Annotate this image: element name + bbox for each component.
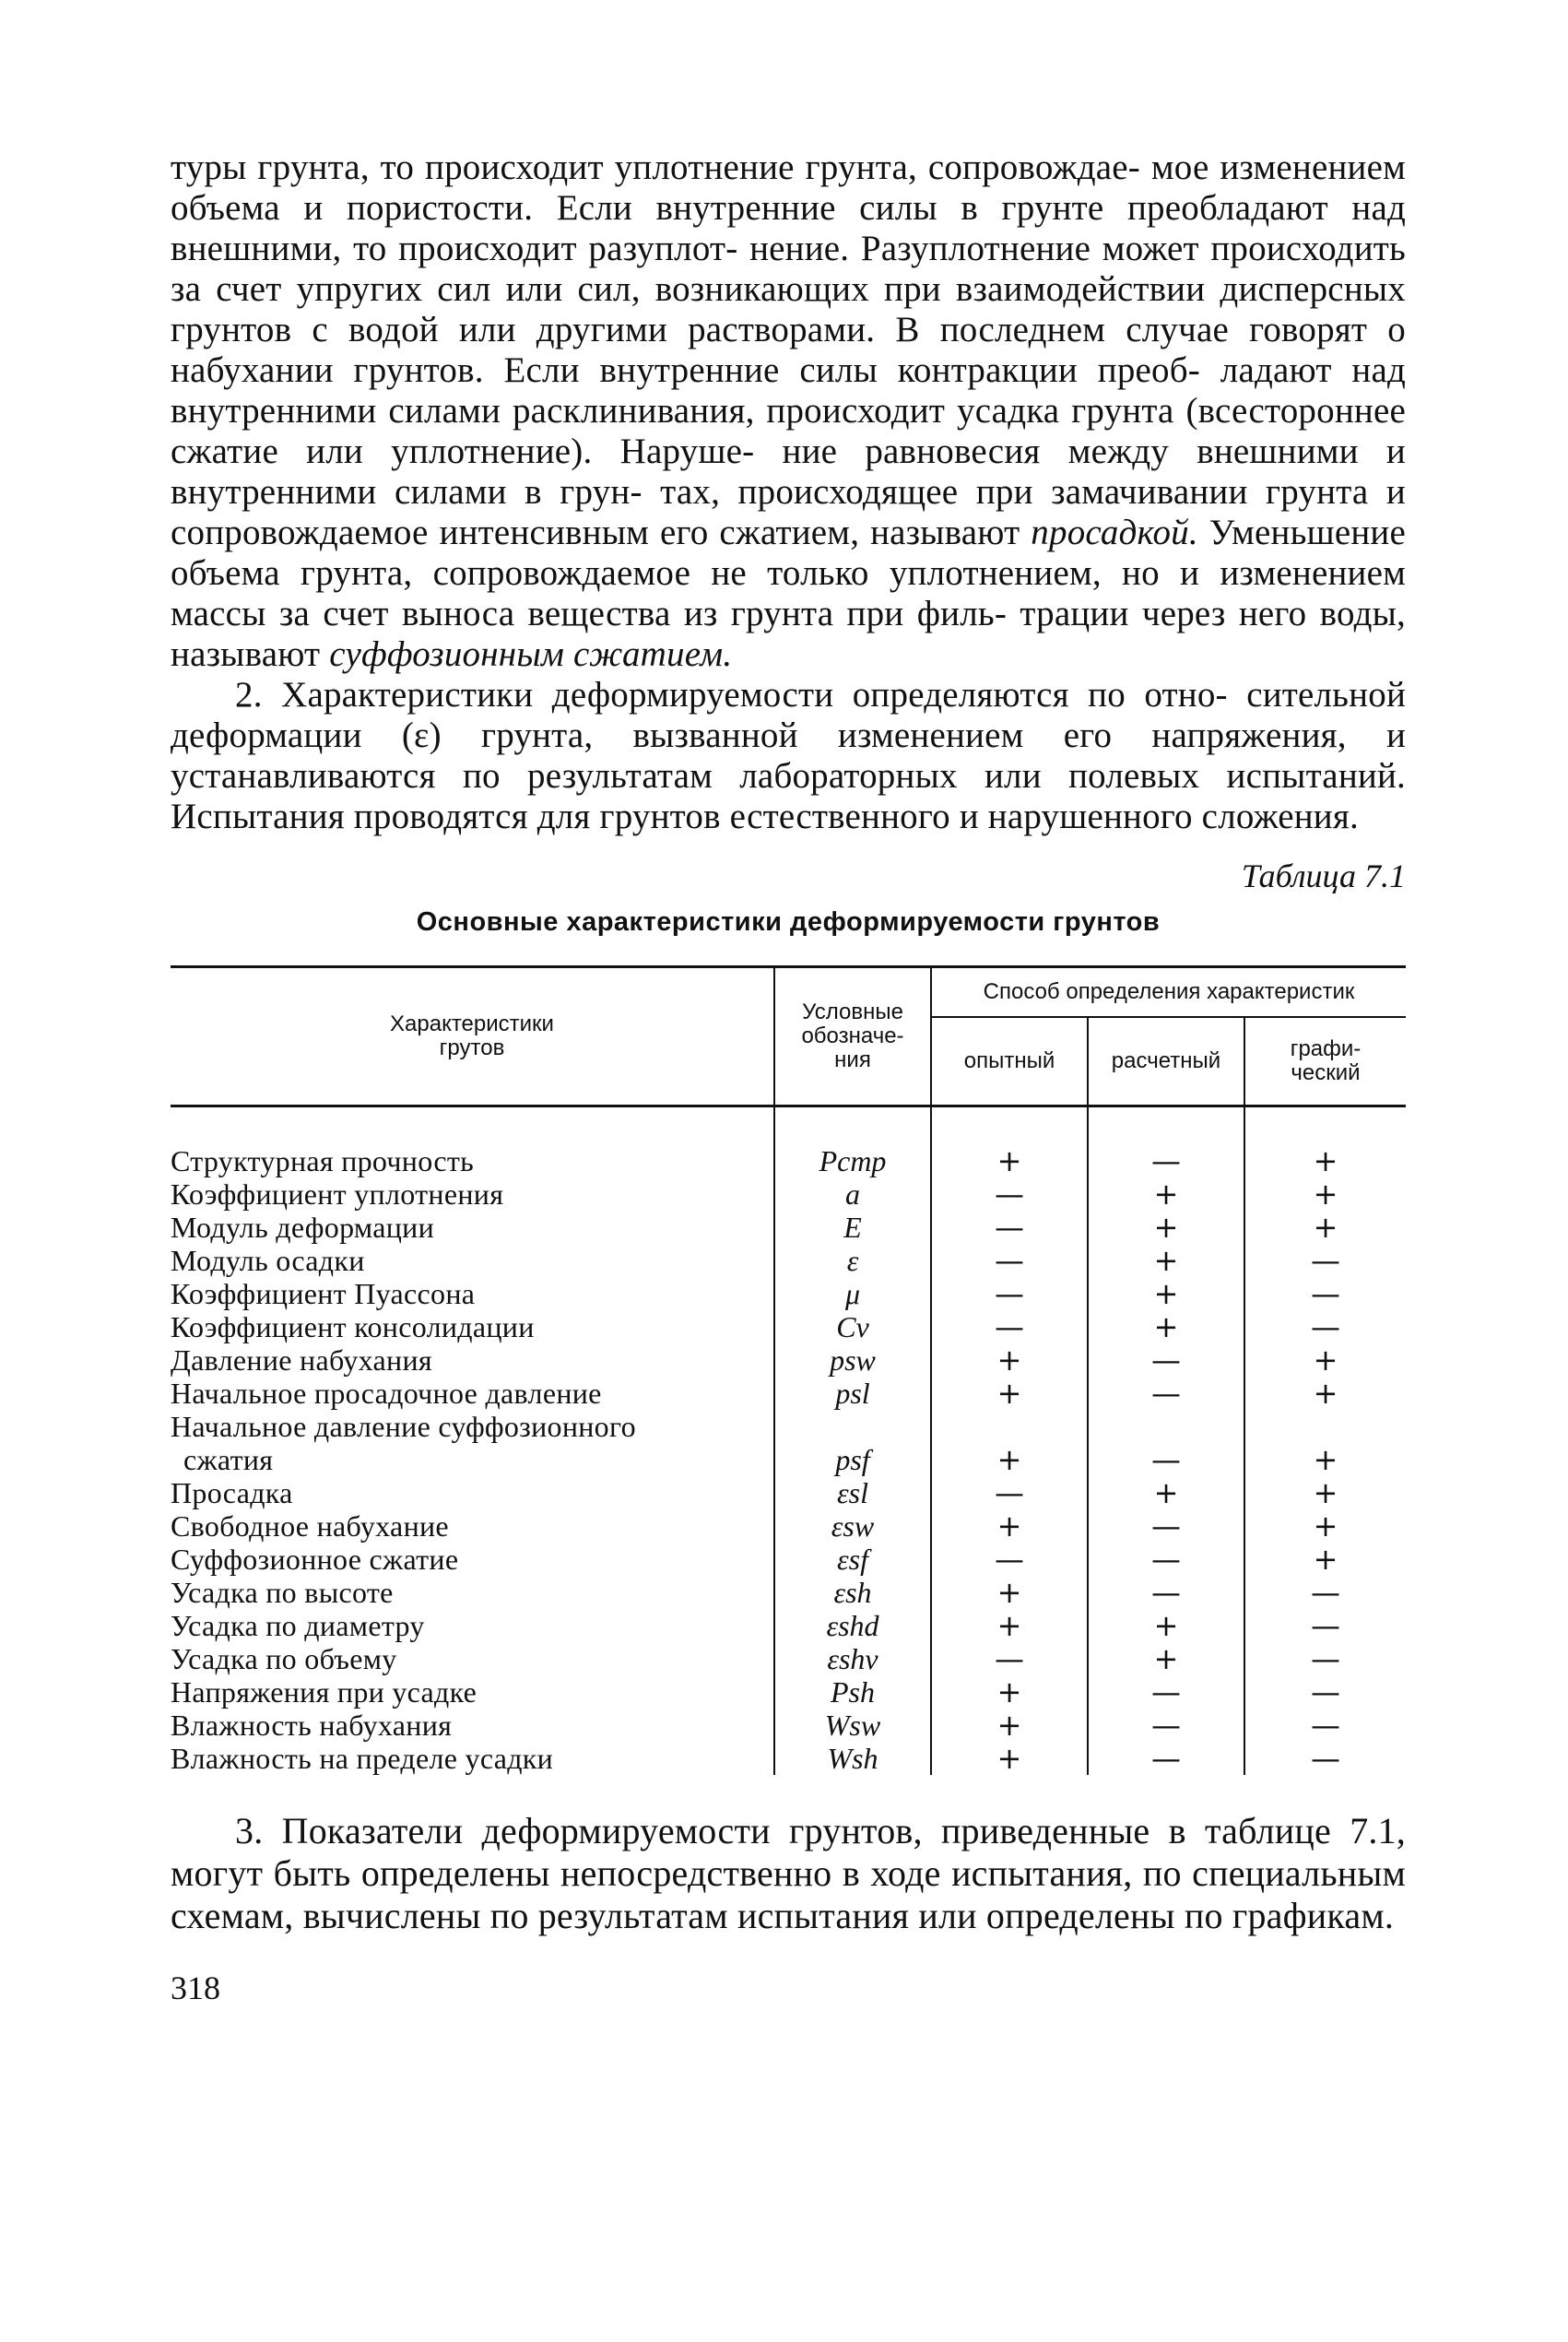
- cell-calculated: —: [1088, 1576, 1244, 1609]
- intro-line: туры грунта, то происходит уплотнение грунта, сопровождае-: [171, 148, 1140, 187]
- intro-line: нение. Разуплотнение может происходить за счет упругих сил: [171, 229, 1407, 309]
- cell-graphic: +: [1244, 1343, 1406, 1377]
- cell-calculated: +: [1088, 1244, 1244, 1277]
- cell-graphic: +: [1244, 1377, 1406, 1410]
- characteristic-name: Давление набухания: [171, 1343, 432, 1377]
- cell-experimental: —: [931, 1177, 1088, 1211]
- para3-line: в таблице 7.1, могут быть определены непосредственно в ходе: [171, 1810, 1407, 1894]
- cell-experimental: —: [931, 1310, 1088, 1343]
- page-number: 318: [171, 1969, 220, 2006]
- intro-line: интенсивным его сжатием, называют: [439, 513, 1032, 552]
- cell-characteristic: [171, 1177, 774, 1211]
- cell-symbol: Wsh: [774, 1742, 931, 1775]
- cell-graphic: —: [1244, 1609, 1406, 1642]
- cell-calculated: +: [1088, 1642, 1244, 1675]
- cell-calculated: —: [1088, 1509, 1244, 1543]
- header-characteristics: Характеристики грутов: [171, 967, 774, 1106]
- para2-line: 2. Характеристики деформируемости определяются по отно-: [235, 675, 1228, 715]
- intro-paragraph: [171, 148, 1406, 675]
- characteristic-name: Усадка по объему: [171, 1642, 397, 1675]
- cell-experimental: +: [931, 1410, 1088, 1476]
- cell-calculated: —: [1088, 1742, 1244, 1775]
- characteristic-name: Напряжения при усадке: [171, 1675, 477, 1709]
- cell-characteristic: [171, 1576, 774, 1609]
- cell-calculated: +: [1088, 1609, 1244, 1642]
- cell-experimental: +: [931, 1106, 1088, 1178]
- cell-characteristic: [171, 1509, 774, 1543]
- characteristic-name: сжатия: [183, 1443, 274, 1476]
- characteristic-name: Начальное давление суффозионного: [171, 1410, 636, 1443]
- cell-calculated: —: [1088, 1106, 1244, 1178]
- cell-symbol: E: [774, 1211, 931, 1244]
- cell-characteristic: [171, 1410, 774, 1476]
- intro-line: Уменьшение: [1197, 513, 1407, 552]
- table-label: Таблица 7.1: [1241, 858, 1406, 894]
- table-row: [171, 1576, 1406, 1609]
- cell-symbol: ε: [774, 1244, 931, 1277]
- intro-line: усадка грунта (всестороннее сжатие или уплотнение). Наруше-: [171, 391, 1406, 471]
- cell-characteristic: [171, 1742, 774, 1775]
- cell-experimental: +: [931, 1377, 1088, 1410]
- cell-calculated: —: [1088, 1675, 1244, 1709]
- cell-experimental: —: [931, 1244, 1088, 1277]
- characteristic-name: Начальное просадочное давление: [171, 1377, 602, 1410]
- table-row: [171, 1310, 1406, 1343]
- book-page: [171, 148, 1406, 2007]
- header-experimental: опытный: [931, 1017, 1088, 1106]
- paragraph-2: [171, 675, 1406, 837]
- characteristic-name: Влажность на пределе усадки: [171, 1742, 554, 1775]
- header-graphic: графи- ческий: [1244, 1017, 1406, 1106]
- cell-graphic: +: [1244, 1211, 1406, 1244]
- para3-line: испытания или определены по графикам.: [737, 1895, 1395, 1936]
- characteristic-name: Суффозионное сжатие: [171, 1543, 459, 1576]
- intro-line: с водой или другими растворами. В последнем случае говорят: [312, 310, 1368, 349]
- characteristic-name: Коэффициент уплотнения: [171, 1177, 504, 1211]
- cell-symbol: εsf: [774, 1543, 931, 1576]
- deformability-table: [171, 965, 1406, 1775]
- cell-symbol: Psh: [774, 1675, 931, 1709]
- cell-characteristic: [171, 1675, 774, 1709]
- characteristic-name: Влажность набухания: [171, 1709, 453, 1742]
- cell-symbol: psl: [774, 1377, 931, 1410]
- intro-line: мое изменением объема и пористости. Если внутренние силы: [171, 148, 1406, 228]
- table-row: [171, 1709, 1406, 1742]
- para2-line: естественного и нарушенного сложения.: [729, 797, 1359, 836]
- table-row: [171, 1742, 1406, 1775]
- cell-characteristic: [171, 1377, 774, 1410]
- cell-characteristic: [171, 1211, 774, 1244]
- para2-line: или полевых испытаний. Испытания проводятся для грунтов: [171, 756, 1406, 836]
- cell-symbol: εshd: [774, 1609, 931, 1642]
- para2-line: сительной деформации (ε) грунта, вызванной изменением его: [171, 675, 1407, 755]
- table-row: [171, 1343, 1406, 1377]
- table-row: [171, 1244, 1406, 1277]
- table-row: [171, 1509, 1406, 1543]
- cell-characteristic: [171, 1709, 774, 1742]
- para3-line: 3. Показатели деформируемости грунтов, приведенные: [235, 1810, 1150, 1851]
- table-row: [171, 1377, 1406, 1410]
- intro-line: ладают над внутренними силами расклинивания, происходит: [171, 350, 1406, 431]
- cell-graphic: +: [1244, 1410, 1406, 1476]
- cell-calculated: —: [1088, 1343, 1244, 1377]
- cell-characteristic: [171, 1343, 774, 1377]
- cell-symbol: a: [774, 1177, 931, 1211]
- intro-line: трации через него воды, называют: [171, 594, 1406, 674]
- cell-graphic: +: [1244, 1177, 1406, 1211]
- cell-symbol: εsw: [774, 1509, 931, 1543]
- cell-graphic: —: [1244, 1310, 1406, 1343]
- term-suffosion: суффозионным сжатием.: [329, 634, 733, 674]
- cell-calculated: +: [1088, 1310, 1244, 1343]
- intro-line: изменением массы за счет выноса вещества из грунта при филь-: [171, 553, 1406, 633]
- header-symbol: Условные обозначе- ния: [774, 967, 931, 1106]
- intro-line: объема грунта, сопровождаемое не только уплотнением, но и: [171, 553, 1200, 593]
- cell-characteristic: [171, 1244, 774, 1277]
- cell-calculated: —: [1088, 1410, 1244, 1476]
- characteristic-name: Коэффициент Пуассона: [171, 1277, 476, 1310]
- characteristic-name: Свободное набухание: [171, 1509, 449, 1543]
- cell-characteristic: [171, 1476, 774, 1509]
- table-row: [171, 1106, 1406, 1178]
- cell-characteristic: [171, 1609, 774, 1642]
- cell-graphic: —: [1244, 1709, 1406, 1742]
- cell-experimental: —: [931, 1277, 1088, 1310]
- table-row: [171, 1476, 1406, 1509]
- cell-experimental: +: [931, 1343, 1088, 1377]
- header-methods-group: Способ определения характеристик: [931, 967, 1406, 1018]
- cell-experimental: —: [931, 1476, 1088, 1509]
- table-row: [171, 1277, 1406, 1310]
- cell-experimental: +: [931, 1576, 1088, 1609]
- intro-line: тах, происходящее при замачивании грунта и сопровождаемое: [171, 472, 1407, 552]
- cell-symbol: εsl: [774, 1476, 931, 1509]
- cell-experimental: +: [931, 1509, 1088, 1543]
- cell-calculated: —: [1088, 1377, 1244, 1410]
- characteristic-name: Модуль осадки: [171, 1244, 365, 1277]
- cell-graphic: —: [1244, 1576, 1406, 1609]
- cell-experimental: +: [931, 1742, 1088, 1775]
- cell-experimental: +: [931, 1675, 1088, 1709]
- intro-line: или сил, возникающих при взаимодействии дисперсных грунтов: [171, 269, 1406, 349]
- cell-graphic: +: [1244, 1476, 1406, 1509]
- cell-graphic: +: [1244, 1509, 1406, 1543]
- cell-experimental: +: [931, 1709, 1088, 1742]
- characteristic-name: Структурная прочность: [171, 1144, 475, 1177]
- cell-symbol: εshv: [774, 1642, 931, 1675]
- characteristic-name: Коэффициент консолидации: [171, 1310, 535, 1343]
- cell-graphic: +: [1244, 1543, 1406, 1576]
- intro-line: о набухании грунтов. Если внутренние силы контракции преоб-: [171, 310, 1406, 390]
- table-row: [171, 1675, 1406, 1709]
- cell-experimental: —: [931, 1543, 1088, 1576]
- cell-calculated: +: [1088, 1476, 1244, 1509]
- cell-characteristic: [171, 1543, 774, 1576]
- cell-calculated: —: [1088, 1709, 1244, 1742]
- cell-symbol: Wsw: [774, 1709, 931, 1742]
- cell-symbol: Pстр: [774, 1106, 931, 1178]
- cell-calculated: +: [1088, 1211, 1244, 1244]
- cell-graphic: —: [1244, 1244, 1406, 1277]
- para2-line: напряжения, и устанавливаются по результатам лабораторных: [171, 716, 1407, 796]
- characteristic-name: Усадка по высоте: [171, 1576, 394, 1609]
- cell-experimental: —: [931, 1642, 1088, 1675]
- cell-characteristic: [171, 1277, 774, 1310]
- table-row: [171, 1211, 1406, 1244]
- table-row: [171, 1177, 1406, 1211]
- cell-characteristic: [171, 1106, 774, 1178]
- cell-experimental: —: [931, 1211, 1088, 1244]
- cell-experimental: +: [931, 1609, 1088, 1642]
- characteristic-name: Просадка: [171, 1476, 293, 1509]
- cell-characteristic: [171, 1642, 774, 1675]
- cell-graphic: —: [1244, 1642, 1406, 1675]
- paragraph-3: [171, 1810, 1406, 1937]
- characteristic-name: Усадка по диаметру: [171, 1609, 425, 1642]
- cell-symbol: μ: [774, 1277, 931, 1310]
- cell-calculated: +: [1088, 1177, 1244, 1211]
- cell-graphic: +: [1244, 1106, 1406, 1178]
- cell-calculated: —: [1088, 1543, 1244, 1576]
- table-row: [171, 1410, 1406, 1476]
- cell-graphic: —: [1244, 1675, 1406, 1709]
- cell-symbol: psf: [774, 1410, 931, 1476]
- cell-symbol: psw: [774, 1343, 931, 1377]
- characteristic-name: Модуль деформации: [171, 1211, 435, 1244]
- cell-characteristic: [171, 1310, 774, 1343]
- intro-line: в грунте преобладают над внешними, то происходит разуплот-: [171, 188, 1407, 268]
- cell-graphic: —: [1244, 1742, 1406, 1775]
- table-row: [171, 1543, 1406, 1576]
- header-calculated: расчетный: [1088, 1017, 1244, 1106]
- term-prosadka: просадкой.: [1031, 513, 1198, 552]
- cell-symbol: Cv: [774, 1310, 931, 1343]
- intro-line: ние равновесия между внешними и внутренними силами в грун-: [171, 432, 1406, 512]
- table-title: Основные характеристики деформируемости грунтов: [416, 907, 1161, 937]
- table-body: [171, 1106, 1406, 1776]
- cell-graphic: —: [1244, 1277, 1406, 1310]
- table-row: [171, 1609, 1406, 1642]
- table-row: [171, 1642, 1406, 1675]
- cell-calculated: +: [1088, 1277, 1244, 1310]
- cell-symbol: εsh: [774, 1576, 931, 1609]
- para3-line: испытания, по специальным схемам, вычислены по результатам: [171, 1852, 1406, 1936]
